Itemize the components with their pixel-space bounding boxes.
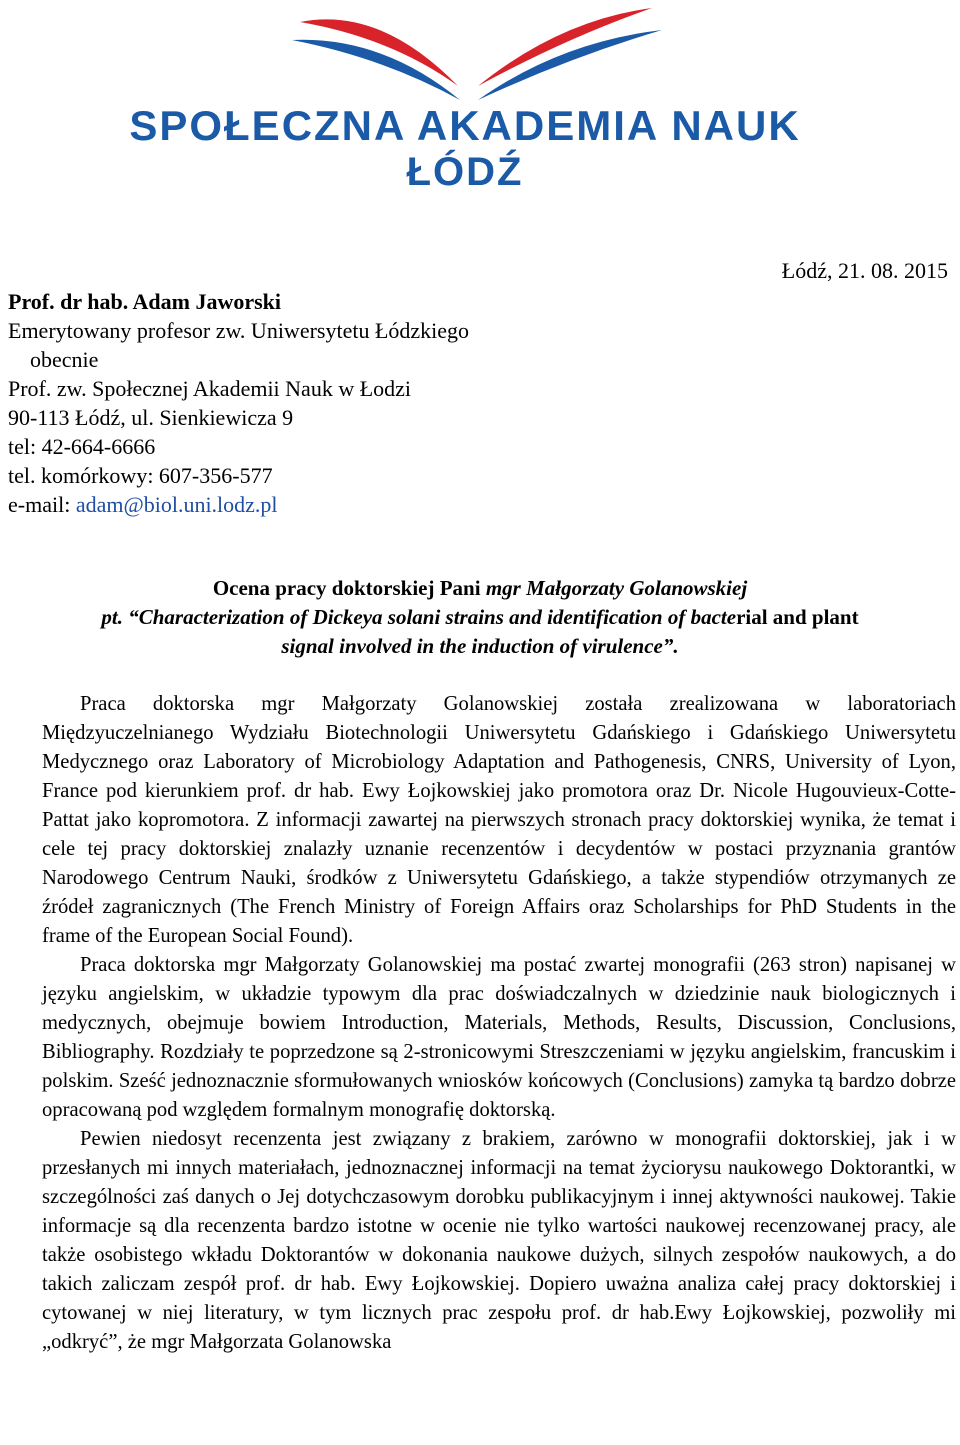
title-line-1	[8, 574, 952, 603]
sender-line: obecnie	[30, 347, 99, 372]
open-book-icon	[0, 0, 960, 110]
sender-mobile: tel. komórkowy: 607-356-577	[8, 463, 273, 488]
review-title	[8, 574, 952, 661]
sender-block	[8, 287, 469, 519]
thesis-title-rest: rial and plant	[736, 605, 859, 629]
sender-phone: tel: 42-664-6666	[8, 434, 156, 459]
paragraph: Pewien niedosyt recenzenta jest związany z brakiem, zarówno w monografii doktorskiej, jak i w przesłanych mi innych materiałach, jednoznacznej informacji na temat życiorysu naukowego Doktorantki, w szczególności zaś danych o Jej dotychczasowym dorobku publikacyjnym i innej aktywności naukowej. Takie informacje są dla recenzenta bardzo istotne w ocenie nie tylko wartości naukowej recenzowanej pracy, ale także osobistego wkładu Doktorantów w dokonania naukowe dużych, silnych zespołów naukowych, a do takich zaliczam zespół prof. dr hab. Ewy Łojkowskiej. Dopiero uważna analiza całej pracy doktorskiej i cytowanej w niej literatury, w tym licznych prac zespołu prof. dr hab.Ewy Łojkowskiej, pozwoliły mi „odkryć”, że mgr Małgorzata Golanowska	[42, 1128, 956, 1353]
sender-email-line	[8, 490, 469, 519]
candidate-name: mgr Małgorzaty Golanowskiej	[485, 576, 748, 600]
title-prefix: Ocena pracy doktorskiej Pani	[212, 576, 486, 600]
academy-logo	[0, 0, 960, 200]
logo-title: SPOŁECZNA AKADEMIA NAUK	[129, 102, 801, 149]
thesis-title-part: pt. “Characterization of Dickeya solani strains and identification of bacte	[101, 605, 737, 629]
title-line-2	[8, 603, 952, 632]
email-link[interactable]: adam@biol.uni.lodz.pl	[75, 492, 278, 517]
paragraph: Praca doktorska mgr Małgorzaty Golanowskiej ma postać zwartej monografii (263 stron) napisanej w języku angielskim, w układzie typowym dla prac doświadczalnych w dziedzinie nauk biologicznych i medycznych, obejmuje bowiem Introduction, Materials, Methods, Results, Discussion, Conclusions, Bibliography. Rozdziały te poprzedzone są 2-stronicowymi Streszczeniami w języku angielskim, francuskim i polskim. Sześć jednoznacznie sformułowanych wniosków końcowych (Conclusions) zamyka tą bardzo dobrze opracowaną pod względem formalnym monografię doktorską.	[42, 954, 956, 1121]
sender-address: 90-113 Łódź, ul. Sienkiewicza 9	[8, 405, 294, 430]
sender-line: Emerytowany profesor zw. Uniwersytetu Łódzkiego	[8, 318, 470, 343]
title-line-3: signal involved in the induction of virulence”.	[281, 634, 679, 658]
email-label: e-mail:	[8, 492, 76, 517]
letter-date: Łódź, 21. 08. 2015	[781, 258, 948, 283]
review-body	[42, 690, 956, 1357]
paragraph: Praca doktorska mgr Małgorzaty Golanowskiej została zrealizowana w laboratoriach Międzyuczelnianego Wydziału Biotechnologii Uniwersytetu Gdańskiego i Gdańskiego Uniwersytetu Medycznego oraz Laboratory of Microbiology Adaptation and Pathogenesis, CNRS, University of Lyon, France pod kierunkiem prof. dr hab. Ewy Łojkowskiej jako promotora oraz Dr. Nicole Hugouvieux-Cotte-Pattat jako kopromotora. Z informacji zawartej na pierwszych stronach pracy doktorskiej wynika, że temat i cele tej pracy doktorskiej znalazły uznanie recenzentów i decydentów w postaci przyznania grantów Narodowego Centrum Nauki, środków z Uniwersytetu Gdańskiego, a także stypendiów otrzymanych ze źródeł zagranicznych (The French Ministry of Foreign Affairs oraz Scholarships for PhD Students in the frame of the European Social Found).	[42, 693, 956, 947]
sender-line: Prof. zw. Społecznej Akademii Nauk w Łodzi	[8, 376, 412, 401]
sender-name: Prof. dr hab. Adam Jaworski	[8, 289, 282, 314]
logo-city: ŁÓDŹ	[406, 150, 524, 194]
